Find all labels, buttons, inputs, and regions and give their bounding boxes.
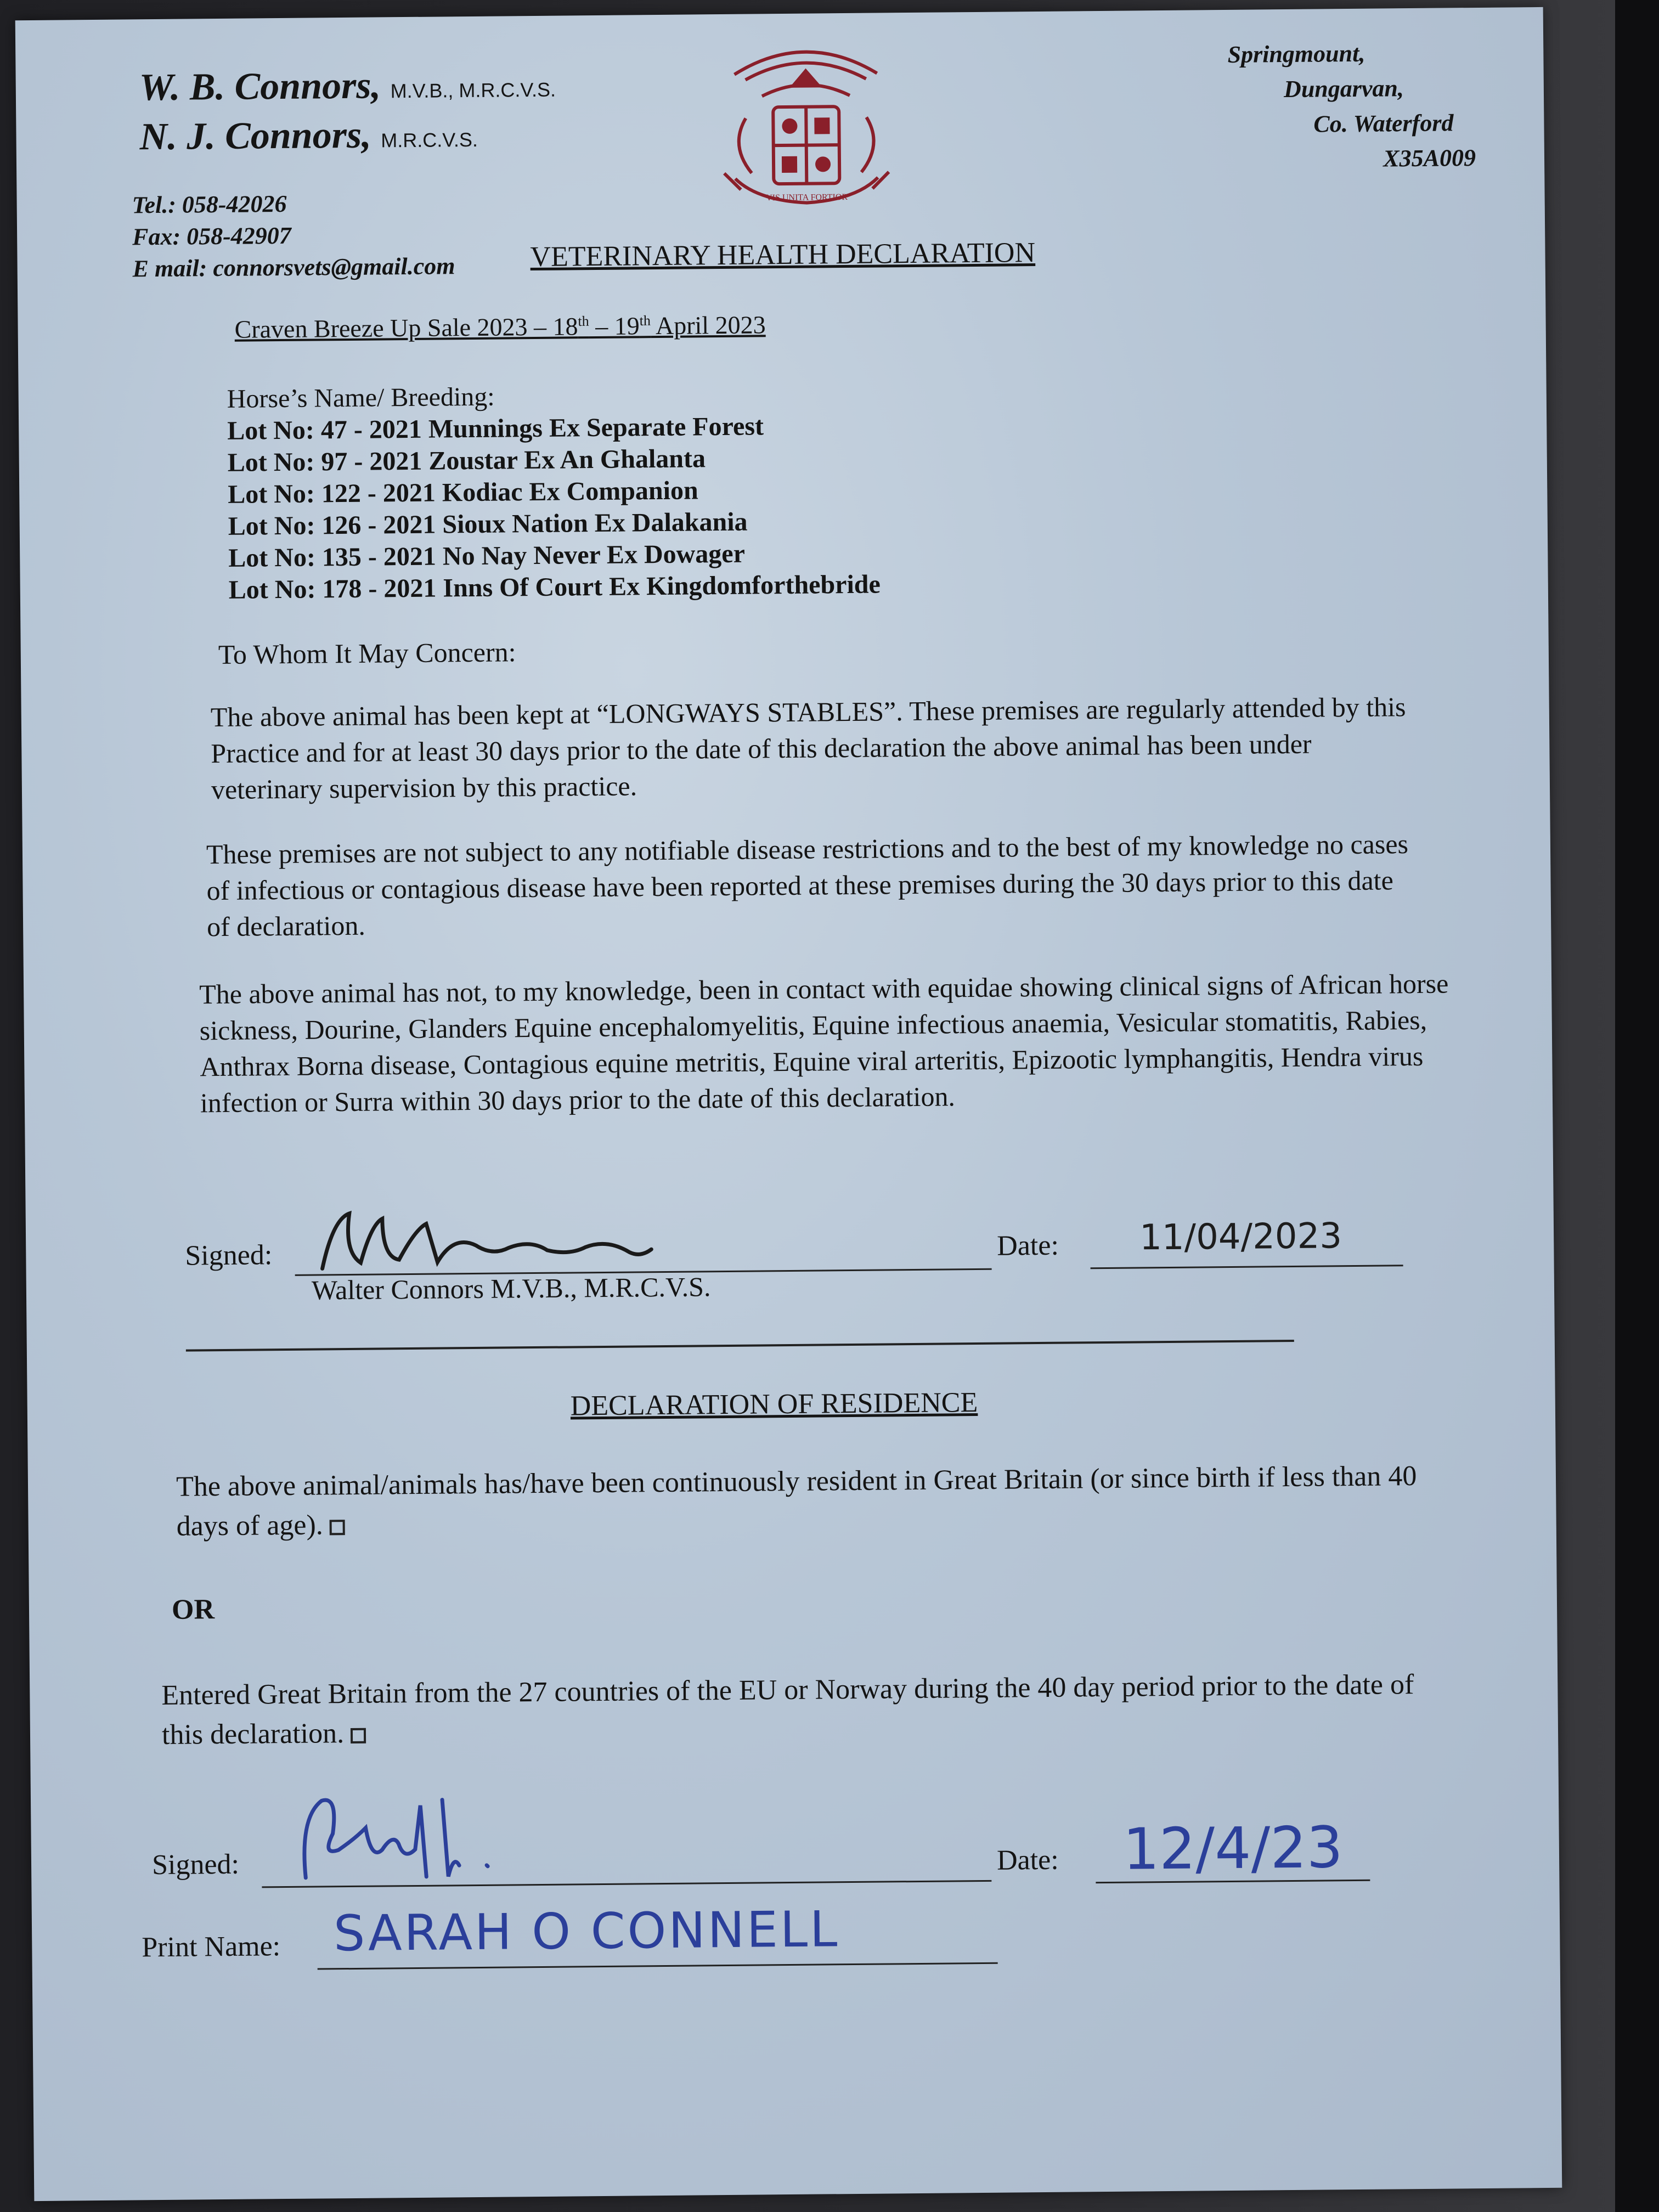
residence-title: DECLARATION OF RESIDENCE xyxy=(570,1387,978,1422)
document-sheet xyxy=(15,7,1562,2201)
paragraph-diseases: The above animal has not, to my knowledge, been in contact with equidae showing clinical signs of African horse sickness, Dourine, Glanders Equine encephalomyelitis, Equine infectious anaemia, Vesicular stomatitis, Rabies, Anthrax Borna disease, Contagious equine metritis, Equine viral arteritis, Epizootic lymphangitis, Hendra virus infection or Surra within 30 days prior to the date of this declaration. xyxy=(199,968,1449,1119)
vet-signatory-name: Walter Connors M.V.B., M.R.C.V.S. xyxy=(311,1271,711,1306)
declaration-title: VETERINARY HEALTH DECLARATION xyxy=(530,237,1036,273)
lot-item: Lot No: 178 - 2021 Inns Of Court Ex Kingdomforthebride xyxy=(228,569,881,605)
practice-address xyxy=(1146,35,1476,178)
print-name-value: SARAH O CONNELL xyxy=(333,1900,840,1963)
sale-title: Craven Breeze Up Sale 2023 – 18th – 19th April 2023 xyxy=(234,311,766,343)
email-address: E mail: connorsvets@gmail.com xyxy=(132,252,455,283)
lot-item: Lot No: 97 - 2021 Zoustar Ex An Ghalanta xyxy=(227,444,706,477)
residence-option-2-checkbox[interactable] xyxy=(351,1728,366,1743)
lot-item: Lot No: 47 - 2021 Munnings Ex Separate Forest xyxy=(227,411,764,445)
vet-signed-label: Signed: xyxy=(185,1239,273,1272)
address-line-2: Dungarvan, xyxy=(1283,75,1404,103)
crest-motto: VIS UNITA FORTIOR xyxy=(766,192,848,203)
residence-option-1-checkbox[interactable] xyxy=(330,1520,345,1535)
paragraph-restrictions: These premises are not subject to any notifiable disease restrictions and to the best of my knowledge no cases of infectious or contagious disease have been reported at these premises during the 30 days prior to this date of declaration. xyxy=(206,828,1409,943)
or-label: OR xyxy=(171,1594,215,1626)
residence-signature xyxy=(289,1782,531,1894)
background-shadow xyxy=(1615,0,1659,2212)
print-name-label: Print Name: xyxy=(142,1931,281,1963)
paragraph-supervision: The above animal has been kept at “LONGWAYS STABLES”. These premises are regularly attended by this Practice and for at least 30 days prior to the date of this declaration the above animal has been under veterinary supervision by this practice. xyxy=(210,691,1406,805)
contact-block xyxy=(132,187,455,285)
lot-item: Lot No: 126 - 2021 Sioux Nation Ex Dalakania xyxy=(228,507,748,541)
vet-date-label: Date: xyxy=(997,1229,1059,1262)
residence-date-value: 12/4/23 xyxy=(1122,1814,1344,1883)
address-line-3: Co. Waterford xyxy=(1313,109,1454,138)
vet-date-line xyxy=(1091,1265,1403,1269)
salutation: To Whom It May Concern: xyxy=(218,636,516,670)
residence-option-2: Entered Great Britain from the 27 countries of the EU or Norway during the 40 day period prior to the date of this declaration. xyxy=(161,1669,1414,1751)
fax-number: Fax: 058-42907 xyxy=(132,222,292,251)
lot-item: Lot No: 122 - 2021 Kodiac Ex Companion xyxy=(228,476,698,509)
residence-option-1: The above animal/animals has/have been continuously resident in Great Britain (or since birth if less than 40 days of age). xyxy=(176,1460,1417,1542)
lot-item: Lot No: 135 - 2021 No Nay Never Ex Dowager xyxy=(228,539,746,573)
vet-name-2: N. J. Connors, M.R.C.V.S. xyxy=(139,114,478,159)
vet-date-value: 11/04/2023 xyxy=(1139,1216,1342,1259)
phone-number: Tel.: 058-42026 xyxy=(132,190,287,219)
section-divider xyxy=(186,1340,1294,1352)
residence-signed-label: Signed: xyxy=(151,1848,240,1881)
vet-signature xyxy=(311,1200,663,1280)
address-line-1: Springmount, xyxy=(1227,40,1365,68)
address-line-4: X35A009 xyxy=(1383,144,1476,172)
print-name-line xyxy=(318,1962,998,1970)
vet-name-1: W. B. Connors, M.V.B., M.R.C.V.S. xyxy=(139,64,556,109)
horse-list xyxy=(227,378,881,606)
crest-logo xyxy=(712,35,900,217)
horse-label: Horse’s Name/ Breeding: xyxy=(227,382,495,414)
residence-date-label: Date: xyxy=(996,1844,1059,1876)
